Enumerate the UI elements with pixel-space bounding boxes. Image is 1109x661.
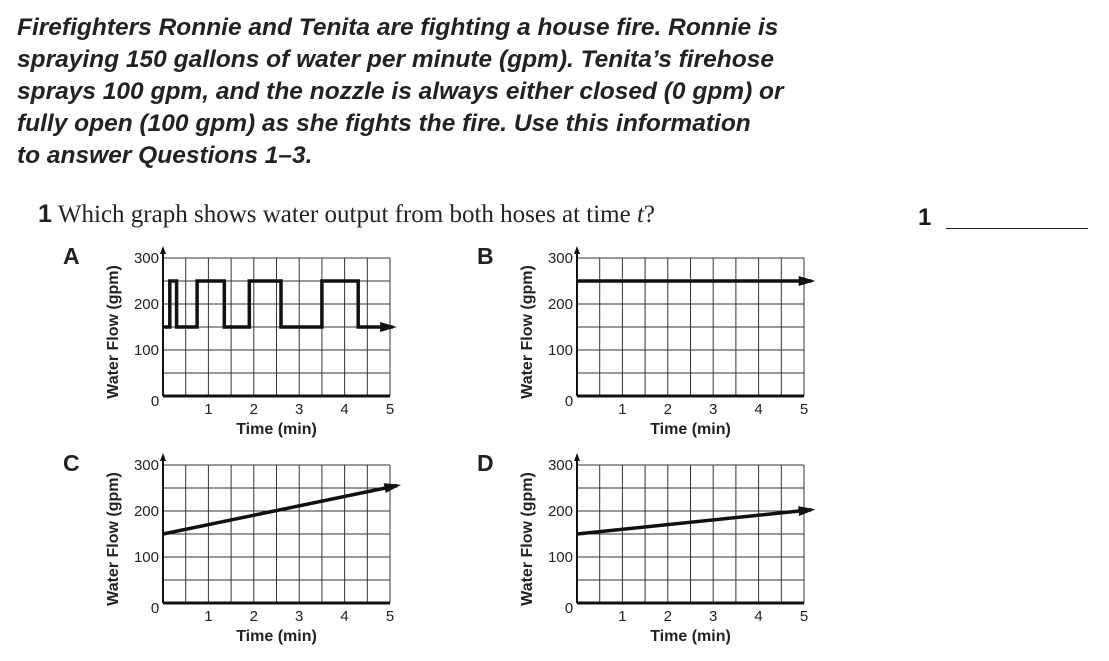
y-axis-title: Water Flow (gpm) — [519, 472, 536, 606]
graph-option-a — [63, 243, 397, 438]
graph-option-c — [63, 450, 401, 645]
y-axis-arrow-icon — [574, 453, 580, 461]
y-tick-label: 300 — [133, 457, 159, 474]
x-tick-label: 1 — [618, 401, 627, 418]
y-tick-label: 100 — [547, 342, 573, 359]
option-letter: C — [63, 450, 80, 476]
arrowhead-icon — [380, 322, 397, 332]
data-line — [163, 486, 397, 534]
y-axis-arrow-icon — [160, 246, 166, 254]
question-variable: t — [636, 201, 644, 228]
y-axis-arrow-icon — [574, 246, 580, 254]
arrowhead-icon — [798, 506, 815, 516]
option-letter: B — [477, 243, 494, 269]
x-tick-label: 5 — [799, 401, 809, 418]
question-number: 1 — [38, 200, 52, 228]
x-tick-label: 4 — [340, 401, 349, 418]
arrowhead-icon — [799, 276, 816, 286]
x-tick-label: 2 — [249, 401, 258, 418]
y-axis-title: Water Flow (gpm) — [105, 265, 122, 399]
intro-line: fully open (100 gpm) as she fights the fire. Use this information — [17, 110, 751, 137]
x-tick-label: 1 — [618, 608, 627, 625]
y-axis-arrow-icon — [160, 453, 166, 461]
x-tick-label: 5 — [799, 608, 809, 625]
x-tick-label: 3 — [295, 401, 304, 418]
y-tick-label: 200 — [547, 503, 573, 520]
x-tick-label: 3 — [295, 608, 304, 625]
y-tick-label: 300 — [547, 457, 573, 474]
x-tick-label: 0 — [150, 600, 160, 617]
intro-line: to answer Questions 1–3. — [17, 142, 313, 169]
y-tick-label: 300 — [547, 250, 573, 267]
y-axis-title: Water Flow (gpm) — [519, 265, 536, 399]
answer-number: 1 — [918, 204, 932, 231]
x-tick-label: 2 — [663, 401, 672, 418]
option-letter: A — [63, 243, 80, 269]
y-tick-label: 100 — [547, 549, 573, 566]
arrowhead-icon — [384, 483, 401, 493]
x-tick-label: 3 — [709, 608, 718, 625]
x-tick-label: 1 — [204, 608, 213, 625]
graph-option-d — [477, 450, 815, 645]
intro-line: Firefighters Ronnie and Tenita are fighting a house fire. Ronnie is — [17, 14, 779, 41]
y-tick-label: 200 — [133, 296, 159, 313]
x-tick-label: 0 — [564, 600, 574, 617]
x-tick-label: 0 — [150, 393, 160, 410]
y-tick-label: 200 — [547, 296, 573, 313]
y-tick-label: 300 — [133, 250, 159, 267]
x-tick-label: 0 — [564, 393, 574, 410]
x-axis-title: Time (min) — [236, 421, 317, 438]
question-end: ? — [643, 201, 656, 228]
question-text: Which graph shows water output from both hoses at time — [57, 201, 631, 228]
option-letter: D — [477, 450, 494, 476]
data-line — [577, 510, 811, 534]
x-tick-label: 4 — [754, 608, 763, 625]
x-tick-label: 5 — [385, 401, 395, 418]
y-tick-label: 100 — [133, 549, 159, 566]
y-tick-label: 200 — [133, 503, 159, 520]
x-axis-title: Time (min) — [236, 628, 317, 645]
y-axis-title: Water Flow (gpm) — [105, 472, 122, 606]
x-tick-label: 2 — [249, 608, 258, 625]
x-axis-title: Time (min) — [650, 628, 731, 645]
intro-line: sprays 100 gpm, and the nozzle is always either closed (0 gpm) or — [17, 78, 784, 105]
x-axis-title: Time (min) — [650, 421, 731, 438]
x-tick-label: 2 — [663, 608, 672, 625]
x-tick-label: 4 — [754, 401, 763, 418]
intro-line: spraying 150 gallons of water per minute (gpm). Tenita’s firehose — [17, 46, 774, 73]
y-tick-label: 100 — [133, 342, 159, 359]
x-tick-label: 4 — [340, 608, 349, 625]
x-tick-label: 1 — [204, 401, 213, 418]
graph-option-b — [477, 243, 815, 438]
x-tick-label: 5 — [385, 608, 395, 625]
x-tick-label: 3 — [709, 401, 718, 418]
